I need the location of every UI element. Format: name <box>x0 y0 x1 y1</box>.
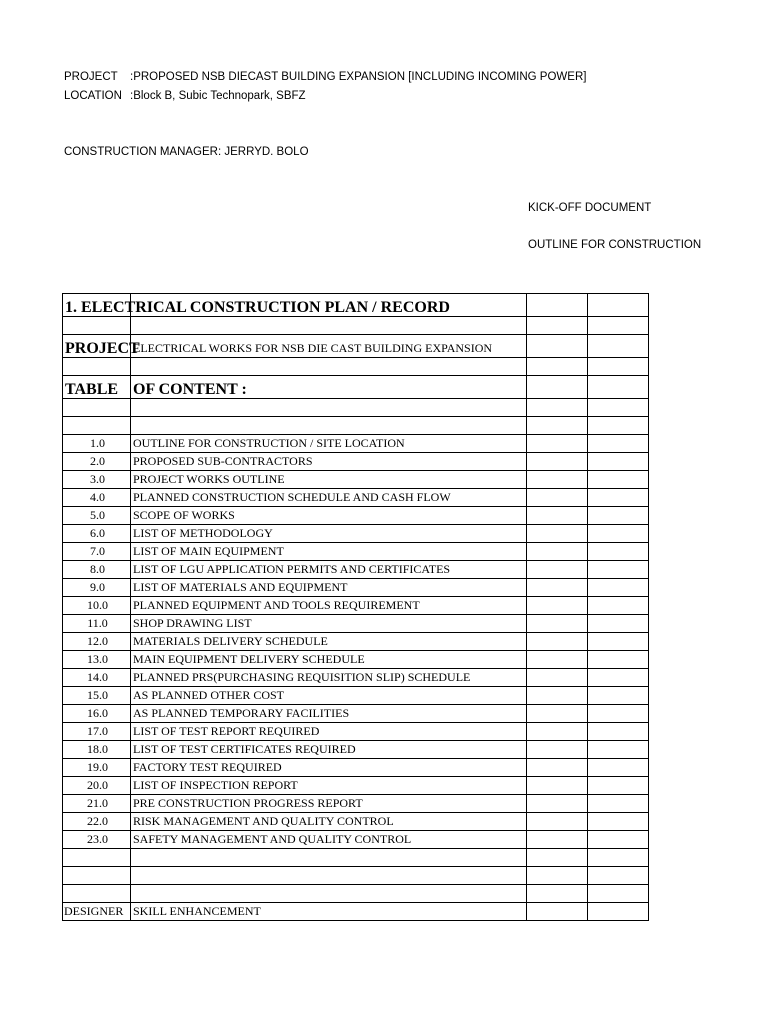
item-title: SCOPE OF WORKS <box>131 507 527 525</box>
footer-right: SKILL ENHANCEMENT <box>131 903 527 921</box>
table-row <box>63 633 649 651</box>
item-number: 23.0 <box>63 831 131 849</box>
empty-row <box>63 358 649 376</box>
item-title: LIST OF TEST CERTIFICATES REQUIRED <box>131 741 527 759</box>
table-row <box>63 651 649 669</box>
item-title: AS PLANNED TEMPORARY FACILITIES <box>131 705 527 723</box>
project-description: ELECTRICAL WORKS FOR NSB DIE CAST BUILDING EXPANSION <box>131 335 527 358</box>
toc-table <box>62 293 649 921</box>
table-row <box>63 579 649 597</box>
item-number: 19.0 <box>63 759 131 777</box>
project-row <box>63 335 649 358</box>
item-title: RISK MANAGEMENT AND QUALITY CONTROL <box>131 813 527 831</box>
table-row <box>63 543 649 561</box>
project-label: PROJECT <box>64 71 118 83</box>
empty-row <box>63 317 649 335</box>
empty-row <box>63 417 649 435</box>
item-title: PROPOSED SUB-CONTRACTORS <box>131 453 527 471</box>
location-label: LOCATION <box>64 90 122 102</box>
table-row <box>63 597 649 615</box>
item-title: MAIN EQUIPMENT DELIVERY SCHEDULE <box>131 651 527 669</box>
table-title-row <box>63 294 649 317</box>
item-number: 9.0 <box>63 579 131 597</box>
item-title: PLANNED PRS(PURCHASING REQUISITION SLIP) SCHEDULE <box>131 669 527 687</box>
footer-left: DESIGNER <box>63 903 131 921</box>
table-row <box>63 525 649 543</box>
item-number: 1.0 <box>63 435 131 453</box>
item-number: 18.0 <box>63 741 131 759</box>
empty-row <box>63 849 649 867</box>
item-title: OUTLINE FOR CONSTRUCTION / SITE LOCATION <box>131 435 527 453</box>
item-title: SHOP DRAWING LIST <box>131 615 527 633</box>
table-row <box>63 615 649 633</box>
item-number: 14.0 <box>63 669 131 687</box>
table-row <box>63 669 649 687</box>
location-value: :Block B, Subic Technopark, SBFZ <box>130 90 306 102</box>
table-row <box>63 435 649 453</box>
table-row <box>63 813 649 831</box>
item-number: 16.0 <box>63 705 131 723</box>
item-title: LIST OF MATERIALS AND EQUIPMENT <box>131 579 527 597</box>
table-row <box>63 759 649 777</box>
item-title: LIST OF TEST REPORT REQUIRED <box>131 723 527 741</box>
item-number: 4.0 <box>63 489 131 507</box>
table-row <box>63 795 649 813</box>
item-title: PLANNED EQUIPMENT AND TOOLS REQUIREMENT <box>131 597 527 615</box>
footer-row <box>63 903 649 921</box>
toc-heading-row <box>63 376 649 399</box>
table-row <box>63 471 649 489</box>
table-row <box>63 777 649 795</box>
item-number: 11.0 <box>63 615 131 633</box>
item-number: 2.0 <box>63 453 131 471</box>
item-title: PROJECT WORKS OUTLINE <box>131 471 527 489</box>
empty-row <box>63 885 649 903</box>
item-number: 20.0 <box>63 777 131 795</box>
project-value: :PROPOSED NSB DIECAST BUILDING EXPANSION [INCLUDING INCOMING POWER] <box>130 71 587 83</box>
item-number: 10.0 <box>63 597 131 615</box>
table-row <box>63 723 649 741</box>
item-title: PLANNED CONSTRUCTION SCHEDULE AND CASH FLOW <box>131 489 527 507</box>
empty-row <box>63 399 649 417</box>
item-number: 15.0 <box>63 687 131 705</box>
item-title: LIST OF INSPECTION REPORT <box>131 777 527 795</box>
item-title: FACTORY TEST REQUIRED <box>131 759 527 777</box>
item-title: MATERIALS DELIVERY SCHEDULE <box>131 633 527 651</box>
item-number: 12.0 <box>63 633 131 651</box>
table-title: 1. ELECTRICAL CONSTRUCTION PLAN / RECORD <box>65 299 450 316</box>
table-row <box>63 831 649 849</box>
item-number: 17.0 <box>63 723 131 741</box>
outline-for-construction: OUTLINE FOR CONSTRUCTION <box>528 239 702 251</box>
item-number: 6.0 <box>63 525 131 543</box>
item-number: 22.0 <box>63 813 131 831</box>
item-title: LIST OF MAIN EQUIPMENT <box>131 543 527 561</box>
item-title: PRE CONSTRUCTION PROGRESS REPORT <box>131 795 527 813</box>
project-cell-label: PROJECT <box>63 335 131 358</box>
table-row <box>63 507 649 525</box>
table-row <box>63 741 649 759</box>
item-number: 8.0 <box>63 561 131 579</box>
empty-row <box>63 867 649 885</box>
item-title: SAFETY MANAGEMENT AND QUALITY CONTROL <box>131 831 527 849</box>
table-row <box>63 561 649 579</box>
item-number: 3.0 <box>63 471 131 489</box>
item-number: 5.0 <box>63 507 131 525</box>
item-number: 7.0 <box>63 543 131 561</box>
item-title: LIST OF LGU APPLICATION PERMITS AND CERTIFICATES <box>131 561 527 579</box>
item-title: AS PLANNED OTHER COST <box>131 687 527 705</box>
item-title: LIST OF METHODOLOGY <box>131 525 527 543</box>
toc-heading-left: TABLE <box>63 376 131 399</box>
kickoff-document: KICK-OFF DOCUMENT <box>528 202 652 214</box>
construction-manager: CONSTRUCTION MANAGER: JERRYD. BOLO <box>64 146 309 158</box>
item-number: 21.0 <box>63 795 131 813</box>
item-number: 13.0 <box>63 651 131 669</box>
table-row <box>63 453 649 471</box>
table-row <box>63 489 649 507</box>
table-row <box>63 687 649 705</box>
toc-heading-right: OF CONTENT : <box>131 376 527 399</box>
table-row <box>63 705 649 723</box>
